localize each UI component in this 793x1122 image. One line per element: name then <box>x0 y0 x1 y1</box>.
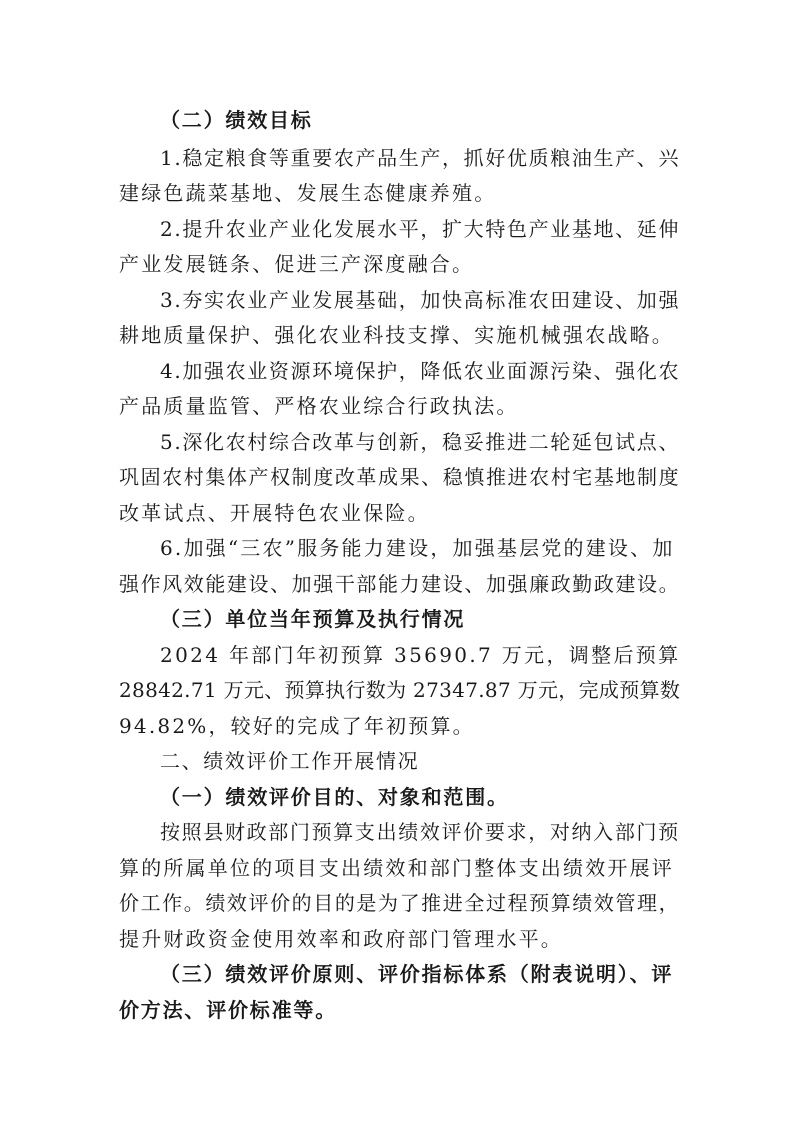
goal-4-line-1: 4.加强农业资源环境保护，降低农业面源污染、强化农 <box>160 359 681 383</box>
evaluation-line-2: 算的所属单位的项目支出绩效和部门整体支出绩效开展评 <box>119 856 674 880</box>
goal-2-line-2: 产业发展链条、促进三产深度融合。 <box>119 252 475 276</box>
goal-1-line-1: 1.稳定粮食等重要农产品生产，抓好优质粮油生产、兴 <box>160 146 681 170</box>
evaluation-line-4: 提升财政资金使用效率和政府部门管理水平。 <box>119 927 563 951</box>
goal-5-line-3: 改革试点、开展特色农业保险。 <box>119 501 430 525</box>
goal-6-line-1: 6.加强“三农”服务能力建设，加强基层党的建设、加 <box>160 536 675 560</box>
section-heading-evaluation-principles-1: （三）绩效评价原则、评价指标体系（附表说明）、评 <box>160 962 674 986</box>
section-heading-budget: （三）单位当年预算及执行情况 <box>160 607 466 631</box>
goal-2-line-1: 2.提升农业产业化发展水平，扩大特色产业基地、延伸 <box>160 217 681 241</box>
goal-5-line-1: 5.深化农村综合改革与创新，稳妥推进二轮延包试点、 <box>160 430 681 454</box>
goal-3-line-1: 3.夯实农业产业发展基础，加快高标准农田建设、加强 <box>160 288 681 312</box>
goal-6-line-2: 强作风效能建设、加强干部能力建设、加强廉政勤政建设。 <box>119 572 681 596</box>
goal-3-line-2: 耕地质量保护、强化农业科技支撑、实施机械强农战略。 <box>119 323 674 347</box>
goal-1-line-2: 建绿色蔬菜基地、发展生态健康养殖。 <box>119 181 497 205</box>
evaluation-line-1: 按照县财政部门预算支出绩效评价要求，对纳入部门预 <box>160 820 680 844</box>
part-heading-evaluation: 二、绩效评价工作开展情况 <box>160 749 420 773</box>
section-heading-performance-goals: （二）绩效目标 <box>160 108 313 132</box>
goal-5-line-2: 巩固农村集体产权制度改革成果、稳慎推进农村宅基地制度 <box>119 465 681 489</box>
budget-line-3: 94.82%，较好的完成了年初预算。 <box>119 714 475 738</box>
section-heading-evaluation-principles-2: 价方法、评价标准等。 <box>119 998 337 1022</box>
goal-4-line-2: 产品质量监管、严格农业综合行政执法。 <box>119 394 519 418</box>
section-heading-evaluation-purpose: （一）绩效评价目的、对象和范围。 <box>160 785 509 809</box>
evaluation-line-3: 价工作。绩效评价的目的是为了推进全过程预算绩效管理， <box>119 891 681 915</box>
budget-line-1: 2024 年部门年初预算 35690.7 万元，调整后预算 <box>160 643 681 667</box>
budget-line-2: 28842.71 万元、预算执行数为 27347.87 万元，完成预算数 <box>119 678 681 702</box>
